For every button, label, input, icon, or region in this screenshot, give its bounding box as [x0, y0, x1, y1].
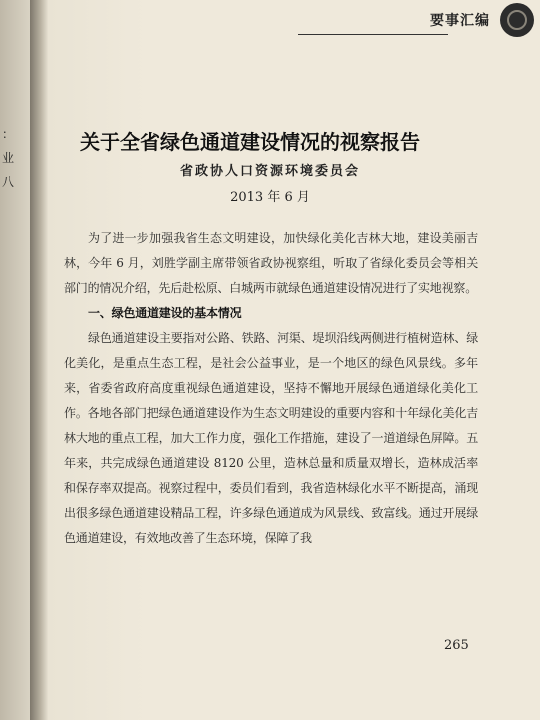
article-date: 2013 年 6 月 — [230, 190, 310, 205]
book-gutter — [30, 0, 48, 720]
left-page-edge — [0, 0, 30, 720]
left-page-char: ： — [2, 127, 15, 141]
left-page-char: 八 — [2, 175, 15, 189]
section-heading: 一、绿色通道建设的基本情况 — [88, 306, 242, 320]
left-page-char: 业 — [2, 151, 15, 165]
article-body — [64, 226, 478, 551]
running-header-section: 要事汇编 — [430, 13, 490, 29]
circular-emblem-icon — [500, 3, 534, 37]
page-number: 265 — [444, 638, 469, 653]
article-title: 关于全省绿色通道建设情况的视察报告 — [80, 130, 420, 154]
intro-paragraph: 为了进一步加强我省生态文明建设，加快绿化美化吉林大地，建设美丽吉林，今年 6 月，刘胜学副主席带领省政协视察组，听取了省绿化委员会等相关部门的情况介绍，先后赴松原、白城两市就绿色通道建设情况进行了实地视察。 — [64, 231, 478, 295]
emblem-ring — [507, 10, 527, 30]
header-rule — [298, 34, 448, 35]
left-page-text — [2, 122, 14, 194]
article-author: 省政协人口资源环境委员会 — [179, 164, 360, 179]
section-paragraph: 绿色通道建设主要指对公路、铁路、河渠、堤坝沿线两侧进行植树造林、绿化美化，是重点生态工程，是社会公益事业，是一个地区的绿色风景线。多年来，省委省政府高度重视绿色通道建设，坚持不懈地开展绿色通道绿化美化工作。各地各部门把绿色通道建设作为生态文明建设的重要内容和十年绿化美化吉林大地的重点工程，加大工作力度，强化工作措施，建设了一道道绿色屏障。五年来，共完成绿色通道建设 8120 公里，造林总量和质量双增长，造林成活率和保存率双提高。视察过程中，委员们看到，我省造林绿化水平不断提高，涌现出很多绿色通道建设精品工程，许多绿色通道成为风景线、致富线。通过开展绿色通道建设，有效地改善了生态环境，保障了我 — [64, 331, 478, 545]
